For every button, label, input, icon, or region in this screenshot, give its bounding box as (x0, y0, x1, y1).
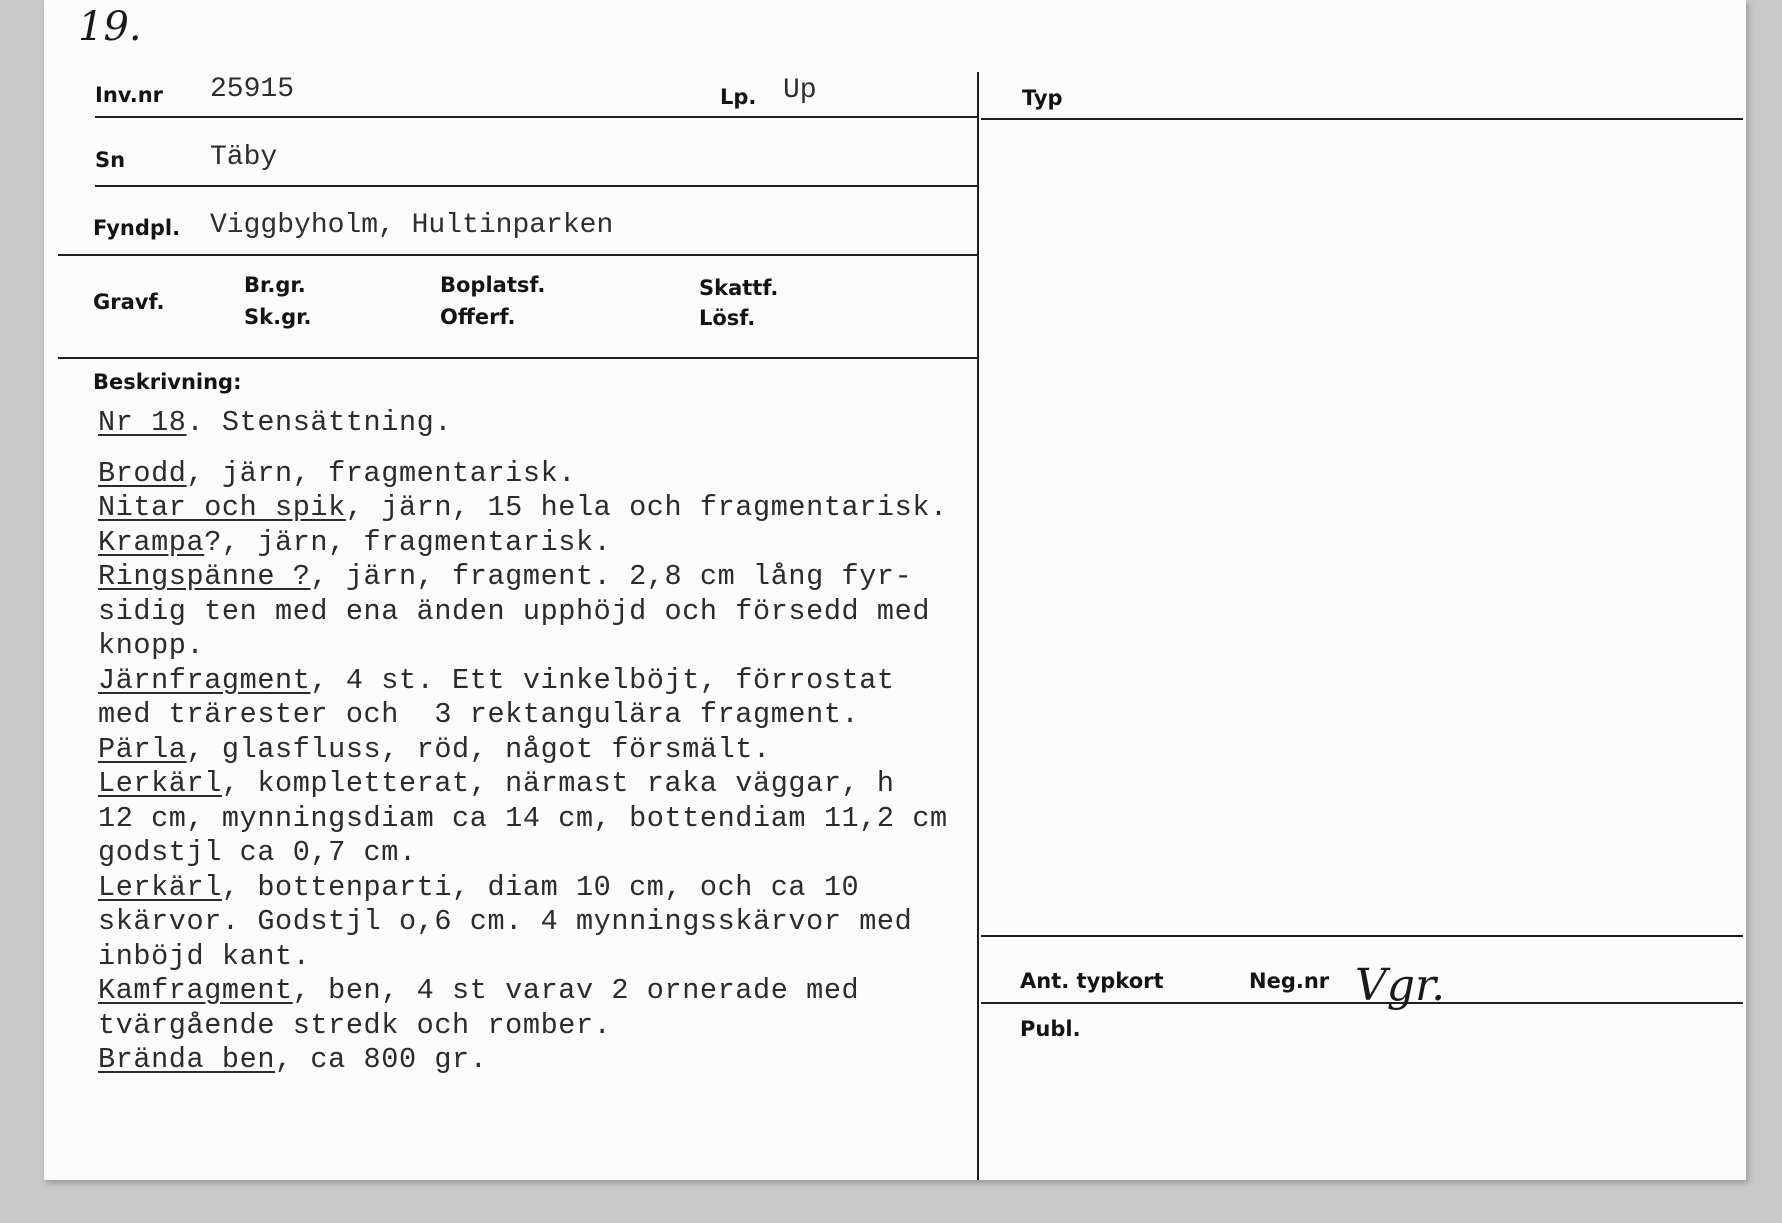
fyndpl-label: Fyndpl. (93, 216, 181, 240)
list-item: Nitar och spik, järn, 15 hela och fragmentarisk. (98, 491, 948, 524)
list-item: knopp. (98, 629, 205, 662)
sk-gr-label: Sk.gr. (244, 305, 312, 329)
description-text (98, 406, 948, 1078)
skattf-label: Skattf. (699, 276, 779, 300)
list-item: Brända ben, ca 800 gr. (98, 1043, 488, 1076)
list-item: sidig ten med ena änden upphöjd och försedd med (98, 594, 931, 628)
rule-gravf (58, 357, 978, 359)
rule-typ (981, 118, 1743, 120)
list-item: Pärla, glasfluss, röd, något försmält. (98, 732, 771, 766)
list-item: Lerkärl, bottenparti, diam 10 cm, och ca 10 (98, 870, 860, 904)
inv-nr-value: 25915 (210, 74, 295, 105)
beskrivning-label: Beskrivning: (93, 370, 242, 394)
list-item: Kamfragment, ben, 4 st varav 2 ornerade med (98, 974, 860, 1007)
rule-inv (95, 116, 978, 118)
sn-label: Sn (95, 148, 126, 172)
list-item: Brodd, järn, fragmentarisk. (98, 456, 576, 490)
list-item: 12 cm, mynningsdiam ca 14 cm, bottendiam 11,2 cm (98, 801, 948, 835)
card-number: 19. (78, 4, 142, 50)
ant-typkort-label: Ant. typkort (1020, 969, 1164, 993)
gravf-label: Gravf. (93, 290, 165, 314)
lp-value: Up (783, 75, 817, 106)
typ-label: Typ (1022, 86, 1063, 110)
list-item: skärvor. Godstjl o,6 cm. 4 mynningsskärvor med (98, 905, 913, 938)
column-divider (977, 72, 979, 1180)
list-item: inböjd kant. (98, 939, 311, 973)
description-heading: Nr 18. Stensättning. (98, 406, 453, 439)
rule-sn (95, 185, 978, 187)
list-item: Järnfragment, 4 st. Ett vinkelböjt, förrostat (98, 663, 895, 697)
neg-nr-label: Neg.nr (1249, 969, 1330, 993)
offerf-label: Offerf. (440, 305, 516, 329)
list-item: Ringspänne ?, järn, fragment. 2,8 cm lång fyr- (98, 560, 913, 593)
rule-ant-top (981, 935, 1743, 937)
boplatsf-label: Boplatsf. (440, 273, 546, 297)
inv-nr-label: Inv.nr (95, 83, 164, 107)
list-item: med trärester och 3 rektangulära fragment. (98, 698, 860, 731)
neg-nr-value: Vgr. (1355, 960, 1446, 1011)
lp-label: Lp. (720, 85, 757, 109)
list-item: Krampa?, järn, fragmentarisk. (98, 525, 612, 559)
sn-value: Täby (210, 142, 278, 173)
list-item: tvärgående stredk och romber. (98, 1008, 612, 1042)
list-item: godstjl ca 0,7 cm. (98, 836, 417, 869)
rule-fyndpl (58, 254, 978, 256)
br-gr-label: Br.gr. (244, 273, 306, 297)
publ-label: Publ. (1020, 1017, 1081, 1041)
fyndpl-value: Viggbyholm, Hultinparken (210, 210, 614, 241)
list-item: Lerkärl, kompletterat, närmast raka väggar, h (98, 767, 895, 800)
losf-label: Lösf. (699, 306, 756, 330)
